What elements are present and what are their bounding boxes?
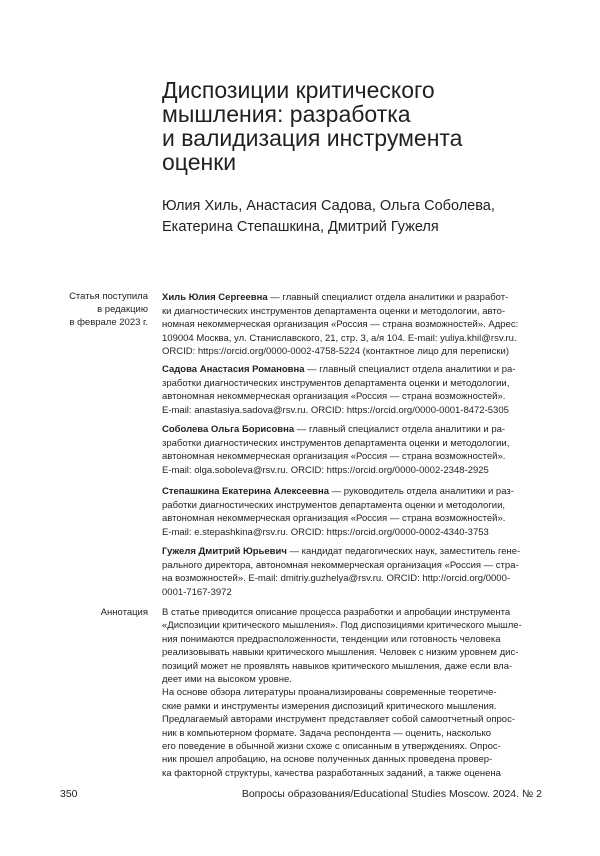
- abstract-line: На основе обзора литературы проанализированы современные теоретиче-: [162, 687, 497, 699]
- author-info-line: на возможностей». E-mail: dmitriy.guzhelya@rsv.ru. ORCID: http://orcid.org/0000-: [162, 573, 511, 584]
- abstract-line: ка факторной структуры, качества разработанных заданий, а также оценена: [162, 767, 501, 779]
- received-note-line: Статья поступила: [69, 291, 148, 302]
- page-footer: [0, 788, 600, 804]
- author-name: Хиль Юлия Сергеевна: [162, 292, 268, 303]
- abstract-line: В статье приводится описание процесса разработки и апробации инструмента: [162, 607, 511, 618]
- abstract-line: ния понимаются предрасположенности, тенденции или готовность человека: [162, 633, 501, 645]
- author-info-line: — кандидат педагогических наук, заместитель гене-: [286, 546, 521, 557]
- author-info-line: рального директора, автономная некоммерческая организация «Россия — стра-: [162, 559, 519, 571]
- article-title: [162, 78, 582, 174]
- author-info-line: — главный специалист отдела аналитики и ра-: [294, 424, 506, 435]
- author-info-line: E-mail: olga.soboleva@rsv.ru. ORCID: https://orcid.org/0000-0002-2348-2925: [162, 464, 489, 476]
- author-info-soboleva: [162, 423, 530, 477]
- author-name: Садова Анастасия Романовна: [162, 364, 305, 375]
- title-line: мышления: разработка: [162, 101, 411, 127]
- title-line: оценки: [162, 149, 237, 175]
- abstract-label: Аннотация: [100, 607, 148, 618]
- author-name: Гужеля Дмитрий Юрьевич: [162, 546, 287, 557]
- author-info-line: зработки диагностических инструментов департамента оценки и методологии,: [162, 377, 510, 389]
- author-info-line: автономная некоммерческая организация «Россия — страна возможностей».: [162, 513, 506, 524]
- abstract-line: позиций может не проявлять навыков критического мышления, даже если вла-: [162, 660, 513, 672]
- author-info-stepashkina: [162, 485, 530, 539]
- author-info-line: — главный специалист отдела аналитики и ра-: [304, 364, 516, 375]
- author-info-line: — руководитель отдела аналитики и раз-: [329, 486, 514, 497]
- author-info-line: — главный специалист отдела аналитики и разработ-: [267, 292, 509, 303]
- title-line: и валидизация инструмента: [162, 125, 463, 151]
- author-info-line: автономная некоммерческая организация «Россия — страна возможностей».: [162, 451, 506, 462]
- abstract-line: деет ими на высоком уровне.: [162, 674, 292, 686]
- author-info-line: 109004 Москва, ул. Станиславского, 21, стр. 3, а/я 104. E-mail: yuliya.khil@rsv.ru.: [162, 332, 517, 344]
- abstract-line: ник в компьютерном формате. Задача респондента — оценить, насколько: [162, 727, 492, 739]
- author-info-line: ORCID: https://orcid.org/0000-0002-4758-5224 (контактное лицо для переписки): [162, 346, 510, 357]
- abstract-line: Предлагаемый авторами инструмент представляет собой самоотчетный опрос-: [162, 714, 515, 726]
- author-list: [162, 196, 592, 238]
- author-list-line: Екатерина Степашкина, Дмитрий Гужеля: [162, 219, 439, 235]
- author-info-line: E-mail: anastasiya.sadova@rsv.ru. ORCID: https://orcid.org/0000-0001-8472-5305: [162, 404, 509, 416]
- author-info-line: номная некоммерческая организация «Россия — страна возможностей». Адрес:: [162, 319, 519, 330]
- author-info-sadova: [162, 363, 530, 417]
- author-info-guzhelya: [162, 545, 530, 599]
- abstract-line: «Диспозиции критического мышления». Под диспозициями критического мышле-: [162, 620, 522, 632]
- journal-reference: Вопросы образования/Educational Studies Moscow. 2024. № 2: [241, 788, 542, 800]
- author-info-line: E-mail: e.stepashkina@rsv.ru. ORCID: https://orcid.org/0000-0002-4340-3753: [162, 526, 489, 538]
- author-info-line: ки диагностических инструментов департамента оценки и методологии, авто-: [162, 305, 506, 317]
- abstract-line: его поведение в обычной жизни схоже с описанным в утверждениях. Опрос-: [162, 741, 501, 753]
- author-info-line: автономная некоммерческая организация «Россия — страна возможностей».: [162, 391, 506, 402]
- title-line: Диспозиции критического: [162, 77, 435, 103]
- author-name: Соболева Ольга Борисовна: [162, 424, 295, 435]
- author-info-line: работки диагностических инструментов департамента оценки и методологии,: [162, 499, 506, 511]
- received-note-line: в феврале 2023 г.: [69, 317, 148, 328]
- author-name: Степашкина Екатерина Алексеевна: [162, 486, 330, 497]
- abstract-line: ские рамки и инструменты измерения диспозиций критического мышления.: [162, 700, 497, 712]
- author-info-line: зработки диагностических инструментов департамента оценки и методологии,: [162, 437, 510, 449]
- abstract: [162, 606, 530, 780]
- author-list-line: Юлия Хиль, Анастасия Садова, Ольга Соболева,: [162, 198, 495, 214]
- author-info-khil: [162, 291, 530, 359]
- received-note-line: в редакцию: [97, 304, 148, 315]
- received-note: [44, 290, 148, 329]
- abstract-line: ник прошел апробацию, на основе полученных данных проведена провер-: [162, 754, 493, 766]
- author-info-line: 0001-7167-3972: [162, 586, 232, 598]
- page-number: 350: [60, 788, 78, 800]
- abstract-line: реализовывать навыки критического мышления. Человек с низким уровнем дис-: [162, 647, 519, 659]
